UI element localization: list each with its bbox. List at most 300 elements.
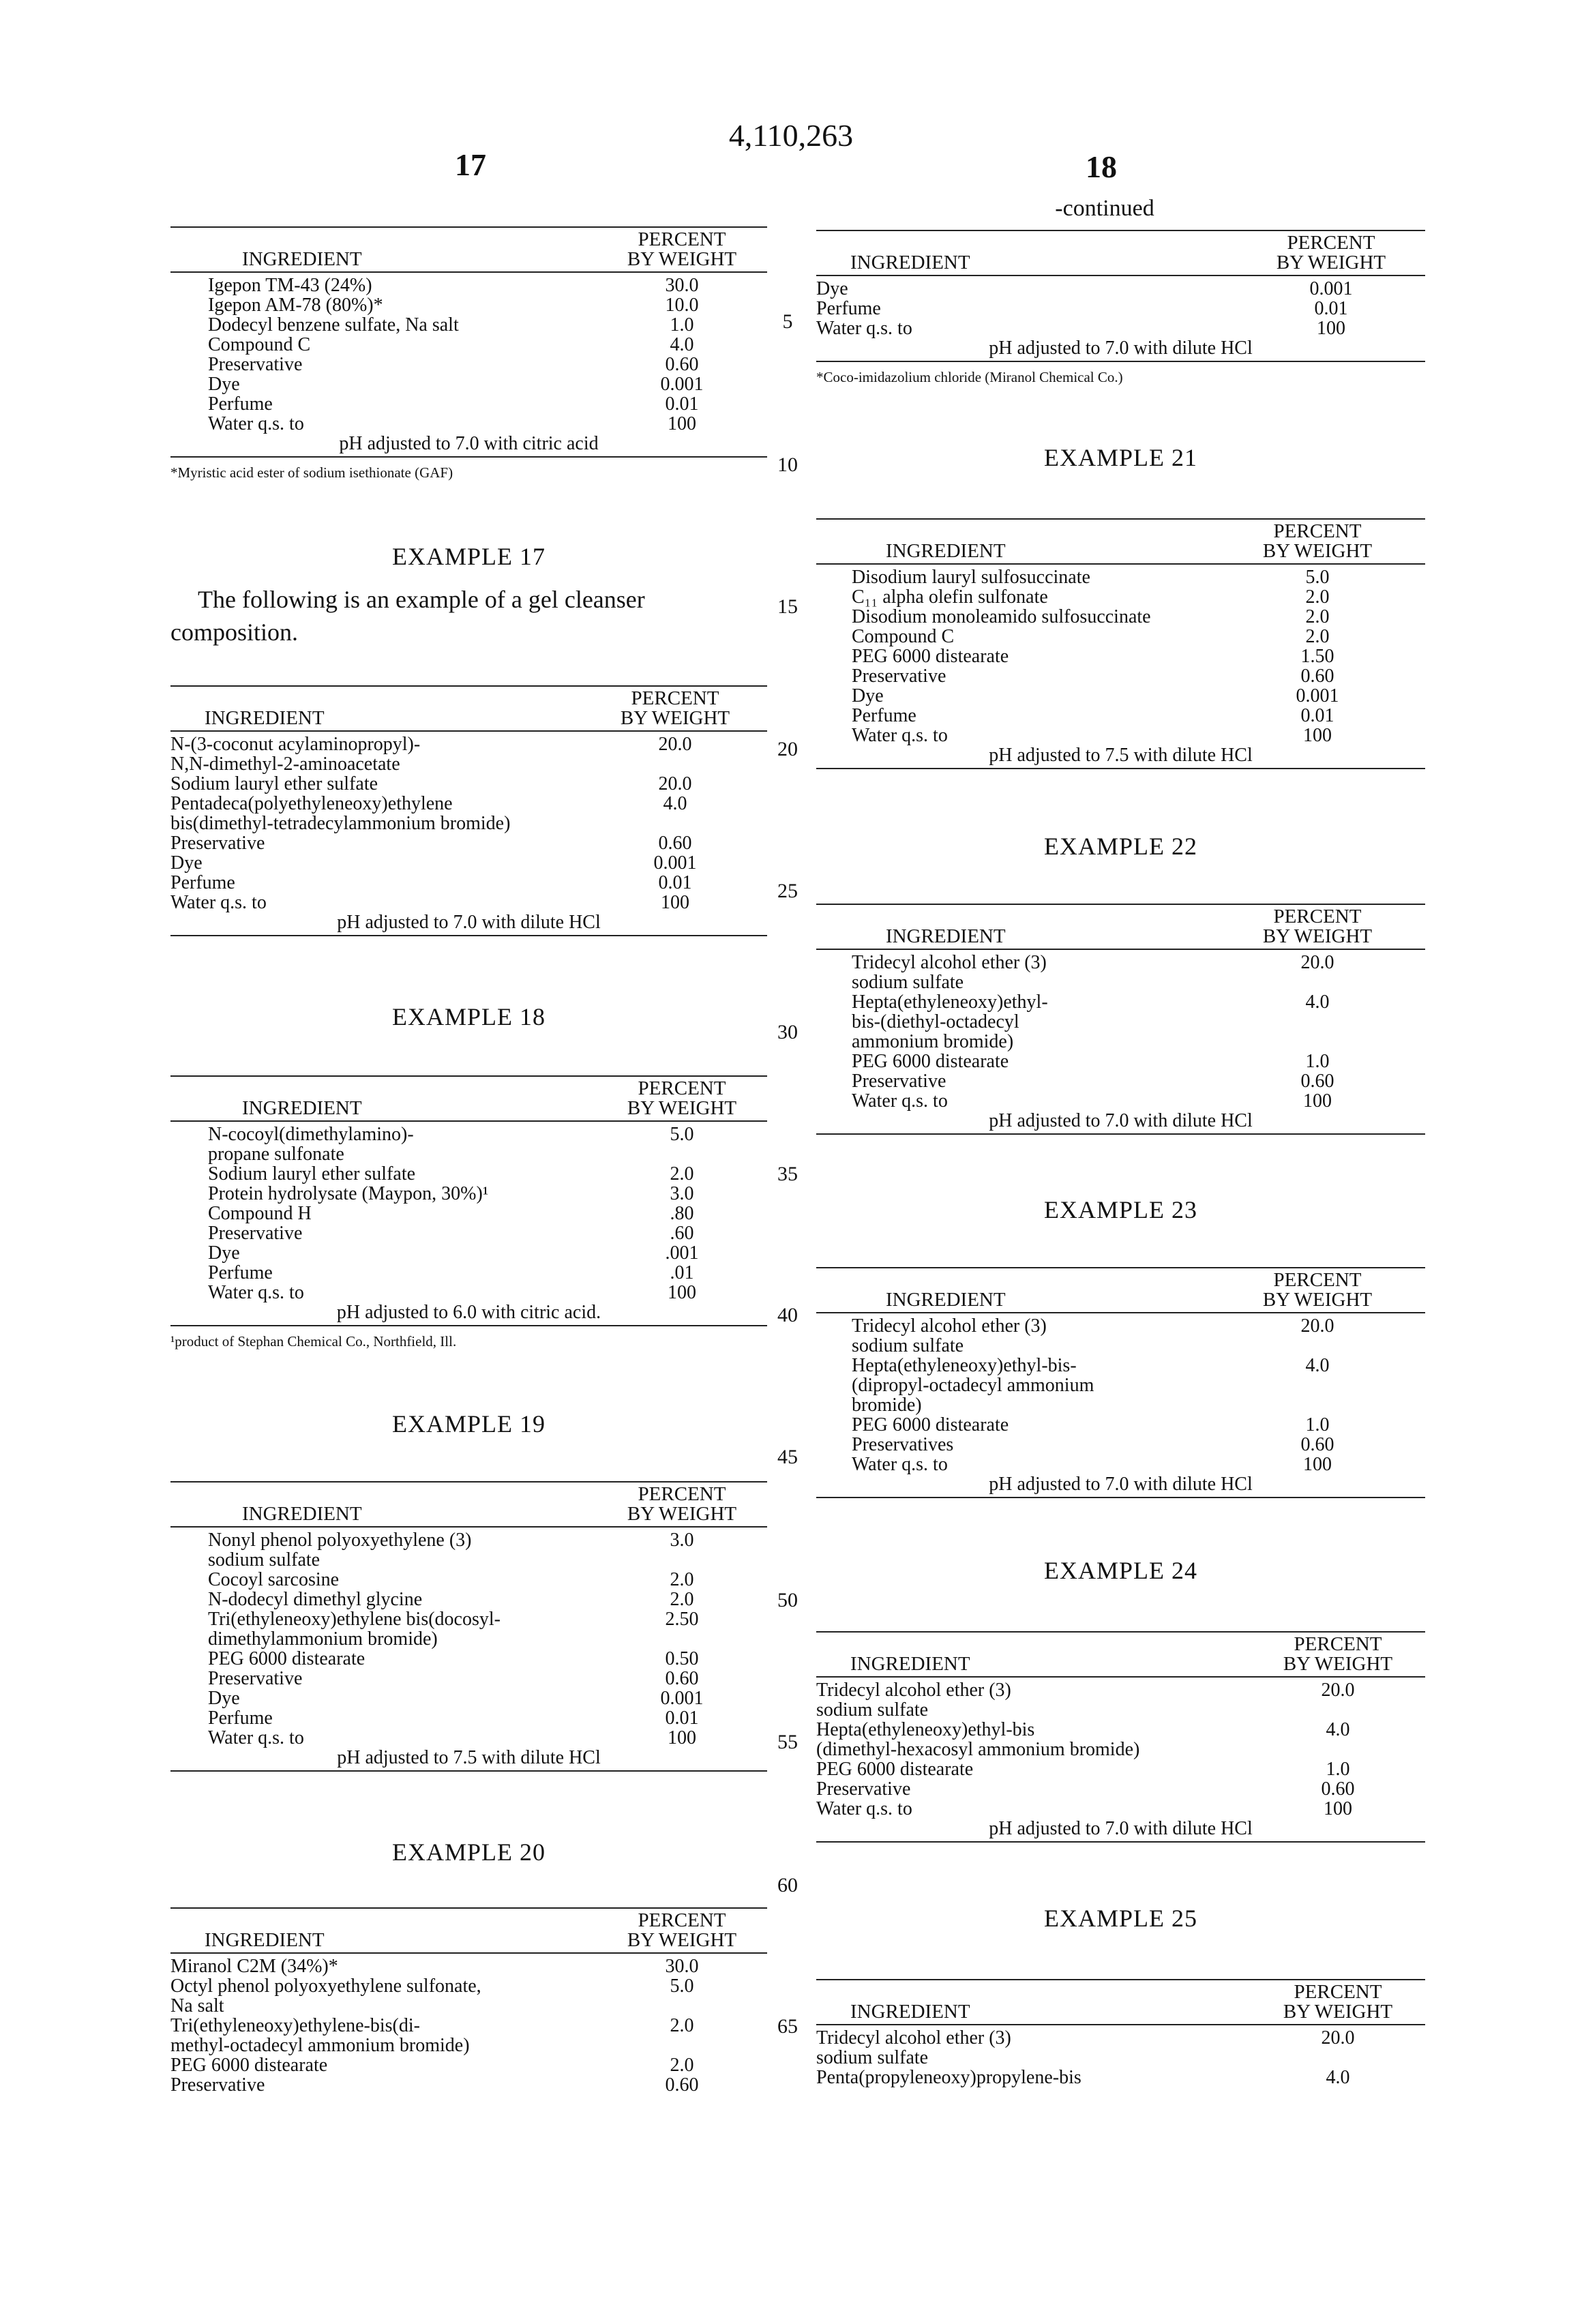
table-row [170, 1124, 767, 1164]
ph-note: pH adjusted to 7.0 with dilute HCl [989, 338, 1253, 359]
table-row [170, 1649, 767, 1669]
table-bottom-rule [816, 1841, 1425, 1843]
example-23-table [816, 1267, 1425, 1498]
column-header-ingredient: INGREDIENT [205, 707, 325, 729]
column-header-percent-line2: BY WEIGHT [1283, 1653, 1393, 1675]
ingredient-name: Pentadeca(polyethyleneoxy)ethylene bis(dimethyl-tetradecylammonium bromide) [170, 793, 511, 834]
line-number: 60 [777, 1874, 798, 1896]
table-bottom-rule [170, 1325, 767, 1326]
example-23-title: EXAMPLE 23 [1044, 1196, 1197, 1223]
table-body [170, 1528, 767, 1770]
table-row [170, 1204, 767, 1223]
table-body [816, 565, 1425, 768]
table-row [816, 686, 1425, 706]
table-row [816, 1435, 1425, 1455]
ingredient-percent: 20.0 [658, 773, 692, 794]
ingredient-name: Perfume [208, 1262, 273, 1283]
table-bottom-rule [170, 456, 767, 458]
table-row [170, 394, 767, 414]
ingredient-name: Sodium lauryl ether sulfate [170, 773, 378, 794]
ingredient-name: Tri(ethyleneoxy)ethylene-bis(di- methyl-octadecyl ammonium bromide) [170, 2015, 470, 2056]
table-row [816, 953, 1425, 992]
ingredient-percent: 0.001 [1296, 685, 1339, 706]
table-row [170, 1590, 767, 1609]
table-body [170, 1954, 767, 2096]
column-header-percent-line1: PERCENT [638, 228, 726, 250]
column-header-percent-line1: PERCENT [1287, 232, 1375, 254]
ingredient-name: Water q.s. to [208, 413, 304, 434]
ingredient-name: Preservative [852, 666, 946, 687]
column-header-percent-line2: BY WEIGHT [627, 1097, 737, 1119]
ingredient-percent: 100 [1303, 1090, 1332, 1112]
ingredient-percent: 20.0 [1321, 1680, 1355, 1701]
line-number: 65 [777, 2015, 798, 2038]
ingredient-name: Hepta(ethyleneoxy)ethyl- bis-(diethyl-octadecyl ammonium bromide) [852, 992, 1048, 1052]
line-number: 25 [777, 880, 798, 902]
table-row [170, 1708, 767, 1728]
continued-label: -continued [1055, 196, 1154, 221]
table-bottom-rule [816, 1497, 1425, 1498]
column-header-percent-line1: PERCENT [1294, 1981, 1382, 2003]
ingredient-name: Tridecyl alcohol ether (3) sodium sulfate [816, 1680, 1011, 1720]
ingredient-name: PEG 6000 distearate [170, 2055, 328, 2076]
ingredient-percent: 30.0 [665, 1956, 699, 1977]
table-header [170, 1483, 767, 1526]
ingredient-percent: .01 [670, 1262, 694, 1283]
ingredient-name: Dye [208, 374, 240, 395]
table-row [170, 833, 767, 853]
page-number-left: 17 [455, 147, 486, 182]
line-number: 10 [777, 453, 798, 476]
ingredient-percent: 30.0 [665, 275, 699, 296]
column-header-percent-line1: PERCENT [638, 1077, 726, 1099]
column-header-percent-line2: BY WEIGHT [1283, 2001, 1393, 2023]
table-row [170, 2075, 767, 2095]
table-row [816, 1720, 1425, 1759]
ingredient-percent: 0.60 [658, 833, 692, 854]
table-body [170, 1122, 767, 1325]
table-row [816, 1356, 1425, 1415]
example-25-title: EXAMPLE 25 [1044, 1905, 1197, 1932]
ingredient-name: N-(3-coconut acylaminopropyl)- N,N-dimethyl-2-aminoacetate [170, 734, 421, 775]
example-24-table [816, 1631, 1425, 1843]
ingredient-name: Disodium lauryl sulfosuccinate [852, 567, 1090, 588]
ingredient-name: Compound C [852, 626, 955, 647]
ingredient-name: Preservative [852, 1071, 946, 1092]
line-number: 15 [777, 595, 798, 618]
ingredient-percent: .60 [670, 1223, 694, 1244]
column-header-percent-line2: BY WEIGHT [627, 248, 737, 270]
table-row [170, 1243, 767, 1263]
table-row [170, 1164, 767, 1184]
table-row [816, 279, 1425, 299]
ingredient-percent: 0.001 [660, 374, 704, 395]
ph-note: pH adjusted to 7.5 with dilute HCl [989, 745, 1253, 766]
ingredient-name: Tridecyl alcohol ether (3) sodium sulfate [816, 2027, 1011, 2068]
ph-note: pH adjusted to 6.0 with citric acid. [336, 1302, 601, 1323]
ingredient-percent: 2.0 [670, 2055, 694, 2076]
column-header-percent-line2: BY WEIGHT [1262, 925, 1373, 947]
ingredient-name: Water q.s. to [208, 1727, 304, 1748]
example-18-title: EXAMPLE 18 [392, 1003, 546, 1030]
table-row [816, 666, 1425, 686]
column-header-percent-line1: PERCENT [1294, 1633, 1382, 1655]
column-header-percent [1256, 1635, 1420, 1674]
ingredient-percent: 0.60 [1300, 1434, 1334, 1455]
column-header-percent-line1: PERCENT [638, 1909, 726, 1931]
table-body [816, 1678, 1425, 1841]
ingredient-percent: 5.0 [670, 1124, 694, 1145]
ingredient-name: Hepta(ethyleneoxy)ethyl-bis (dimethyl-hexacosyl ammonium bromide) [816, 1719, 1140, 1760]
ingredient-name: PEG 6000 distearate [852, 646, 1009, 667]
ingredient-percent: 100 [668, 413, 696, 434]
ingredient-percent: 5.0 [670, 1976, 694, 1997]
column-header-ingredient: INGREDIENT [242, 248, 362, 270]
column-header-percent [593, 689, 757, 728]
ingredient-percent: 20.0 [1300, 952, 1334, 973]
column-header-percent-line1: PERCENT [638, 1483, 726, 1505]
ingredient-name: Igepon TM-43 (24%) [208, 275, 372, 296]
ingredient-name: Cocoyl sarcosine [208, 1569, 340, 1590]
table-row [170, 893, 767, 912]
ingredient-name: Water q.s. to [816, 1798, 912, 1819]
ingredient-name: Tridecyl alcohol ether (3) sodium sulfate [852, 952, 1047, 993]
ingredient-percent: 2.0 [1305, 606, 1330, 627]
table-row [816, 1071, 1425, 1091]
ingredient-name: PEG 6000 distearate [816, 1759, 974, 1780]
column-header-percent [1256, 1982, 1420, 2022]
table-row [170, 1283, 767, 1302]
ingredient-percent: 4.0 [1326, 1719, 1350, 1740]
example-21-table [816, 518, 1425, 769]
example-17-table [170, 685, 767, 936]
ingredient-percent: 4.0 [1305, 1355, 1330, 1376]
ingredient-name: Perfume [170, 872, 235, 893]
ingredient-name: C₁₁ alpha olefin sulfonate [852, 586, 1048, 608]
ingredient-percent: 0.60 [665, 2074, 699, 2096]
table-row [816, 1052, 1425, 1071]
table-body [816, 2025, 1425, 2089]
table-body [816, 950, 1425, 1133]
column-header-percent-line1: PERCENT [1273, 520, 1362, 542]
table-row [170, 734, 767, 774]
example-17-paragraph: The following is an example of a gel cleanser composition. [170, 586, 645, 646]
table-row [816, 1415, 1425, 1435]
column-header-percent-line2: BY WEIGHT [1262, 1289, 1373, 1311]
column-header-ingredient: INGREDIENT [850, 1653, 970, 1675]
table-header [170, 1077, 767, 1120]
column-header-ingredient: INGREDIENT [242, 1503, 362, 1525]
ingredient-name: Dye [208, 1242, 240, 1264]
table-header [816, 231, 1425, 275]
column-header-percent [1236, 1270, 1399, 1310]
ingredient-percent: 0.60 [1300, 666, 1334, 687]
table-header [170, 1909, 767, 1952]
table-row [816, 318, 1425, 338]
table-row [170, 1669, 767, 1688]
table-row [816, 627, 1425, 646]
table-row [170, 355, 767, 374]
table-row [170, 794, 767, 833]
ingredient-percent: 1.0 [1305, 1051, 1330, 1072]
ingredient-name: Preservative [208, 1223, 303, 1244]
line-number: 5 [782, 310, 793, 333]
column-header-percent [1236, 907, 1399, 947]
table-footnote: ¹product of Stephan Chemical Co., Northfield, Ill. [170, 1333, 457, 1350]
table-header [816, 520, 1425, 563]
table-row [816, 1799, 1425, 1819]
column-header-ingredient: INGREDIENT [886, 925, 1006, 947]
ingredient-percent: 0.001 [1309, 278, 1353, 299]
table-row [816, 607, 1425, 627]
table-bottom-rule [816, 1133, 1425, 1135]
ph-note: pH adjusted to 7.0 with citric acid [339, 433, 599, 454]
ingredient-percent: 100 [1317, 318, 1345, 339]
column-header-percent-line1: PERCENT [1273, 1269, 1362, 1291]
ingredient-percent: 5.0 [1305, 567, 1330, 588]
ingredient-percent: 100 [1303, 1454, 1332, 1475]
table-row [170, 335, 767, 355]
column-header-ingredient: INGREDIENT [205, 1929, 325, 1951]
ingredient-name: Protein hydrolysate (Maypon, 30%)¹ [208, 1183, 489, 1204]
table-row [170, 2016, 767, 2055]
ingredient-name: Water q.s. to [852, 1454, 948, 1475]
ingredient-percent: 4.0 [663, 793, 687, 814]
ingredient-percent: 3.0 [670, 1183, 694, 1204]
ingredient-percent: 0.01 [1300, 705, 1334, 726]
table-row [816, 992, 1425, 1052]
example-19-title: EXAMPLE 19 [392, 1410, 546, 1437]
column-header-percent [1249, 233, 1413, 273]
ingredient-name: Octyl phenol polyoxyethylene sulfonate, Na salt [170, 1976, 481, 2016]
ingredient-percent: 20.0 [1321, 2027, 1355, 2049]
ingredient-percent: 0.60 [665, 1668, 699, 1689]
ingredient-percent: 100 [668, 1727, 696, 1748]
ingredient-percent: 4.0 [670, 334, 694, 355]
ingredient-name: N-dodecyl dimethyl glycine [208, 1589, 423, 1610]
table-footnote: *Coco-imidazolium chloride (Miranol Chemical Co.) [816, 369, 1123, 385]
table-row [816, 2028, 1425, 2068]
ingredient-percent: 2.0 [1305, 626, 1330, 647]
ingredient-percent: 1.50 [1300, 646, 1334, 667]
ingredient-name: Nonyl phenol polyoxyethylene (3) sodium sulfate [208, 1530, 472, 1570]
ingredient-name: Tri(ethyleneoxy)ethylene bis(docosyl- dimethylammonium bromide) [208, 1609, 501, 1650]
example-18-table [170, 1075, 767, 1352]
table-row [170, 873, 767, 893]
page-number-right: 18 [1086, 149, 1117, 184]
table-header [170, 228, 767, 271]
column-header-percent-line2: BY WEIGHT [627, 1503, 737, 1525]
ingredient-name: Dye [208, 1688, 240, 1709]
example-17-title: EXAMPLE 17 [392, 543, 546, 570]
column-header-percent-line1: PERCENT [1273, 906, 1362, 927]
ingredient-percent: 4.0 [1326, 2067, 1350, 2088]
line-number: 35 [777, 1163, 798, 1185]
column-header-percent [600, 230, 764, 269]
table-row [170, 1976, 767, 2016]
ingredient-name: Preservative [208, 354, 303, 375]
ingredient-name: Tridecyl alcohol ether (3) sodium sulfate [852, 1315, 1047, 1356]
ingredient-percent: 4.0 [1305, 992, 1330, 1013]
table-row [816, 706, 1425, 726]
ingredient-name: Perfume [852, 705, 916, 726]
line-number: 40 [777, 1304, 798, 1326]
example-22-title: EXAMPLE 22 [1044, 833, 1197, 860]
example-19-table [170, 1481, 767, 1772]
table-row [170, 2055, 767, 2075]
ingredient-table-continued-right [816, 230, 1425, 387]
ingredient-name: Dodecyl benzene sulfate, Na salt [208, 314, 459, 336]
ingredient-name: N-cocoyl(dimethylamino)- propane sulfonate [208, 1124, 414, 1165]
table-body [170, 273, 767, 456]
example-24-title: EXAMPLE 24 [1044, 1557, 1197, 1584]
ph-note: pH adjusted to 7.0 with dilute HCl [989, 1818, 1253, 1839]
ingredient-percent: 10.0 [665, 295, 699, 316]
ingredient-percent: .80 [670, 1203, 694, 1224]
ingredient-percent: 100 [661, 892, 689, 913]
table-row [816, 646, 1425, 666]
table-row [170, 1184, 767, 1204]
ingredient-name: Perfume [208, 393, 273, 415]
ingredient-percent: .001 [665, 1242, 699, 1264]
ingredient-name: Dye [170, 852, 203, 874]
ph-note: pH adjusted to 7.0 with dilute HCl [989, 1110, 1253, 1131]
ingredient-percent: 2.0 [670, 2015, 694, 2036]
ingredient-name: PEG 6000 distearate [852, 1051, 1009, 1072]
ph-note: pH adjusted to 7.0 with dilute HCl [989, 1474, 1253, 1495]
table-row [816, 567, 1425, 587]
table-bottom-rule [816, 361, 1425, 362]
ph-note: pH adjusted to 7.0 with dilute HCl [337, 912, 601, 933]
table-row [816, 1316, 1425, 1356]
ingredient-name: Preservatives [852, 1434, 954, 1455]
ingredient-name: Preservative [816, 1778, 911, 1800]
table-row [816, 1759, 1425, 1779]
table-header [170, 687, 767, 730]
ingredient-name: Compound H [208, 1203, 312, 1224]
table-row [816, 587, 1425, 607]
column-header-percent [600, 1911, 764, 1950]
table-bottom-rule [816, 768, 1425, 769]
table-row [816, 1680, 1425, 1720]
table-row [816, 726, 1425, 745]
ingredient-name: Miranol C2M (34%)* [170, 1956, 338, 1977]
ingredient-name: Preservative [170, 2074, 265, 2096]
line-number: 50 [777, 1589, 798, 1611]
ingredient-name: Dye [852, 685, 884, 706]
table-row [170, 315, 767, 335]
example-20-table [170, 1907, 767, 2096]
table-row [816, 1779, 1425, 1799]
table-header [816, 1980, 1425, 2024]
ingredient-name: PEG 6000 distearate [852, 1414, 1009, 1435]
column-header-ingredient: INGREDIENT [242, 1097, 362, 1119]
line-number: 30 [777, 1021, 798, 1043]
example-20-title: EXAMPLE 20 [392, 1838, 546, 1866]
ingredient-percent: 100 [1324, 1798, 1352, 1819]
ingredient-percent: 20.0 [658, 734, 692, 755]
table-bottom-rule [170, 935, 767, 936]
table-body [816, 276, 1425, 361]
line-number: 20 [777, 738, 798, 760]
patent-number: 4,110,263 [728, 118, 854, 153]
column-header-percent [600, 1485, 764, 1524]
ingredient-percent: 0.50 [665, 1648, 699, 1669]
table-header [816, 1633, 1425, 1676]
table-row [170, 295, 767, 315]
table-row [170, 1530, 767, 1570]
ingredient-percent: 0.60 [665, 354, 699, 375]
table-row [816, 299, 1425, 318]
ingredient-percent: 0.01 [665, 1708, 699, 1729]
ingredient-percent: 1.0 [670, 314, 694, 336]
table-row [170, 1728, 767, 1748]
table-row [170, 1570, 767, 1590]
table-row [170, 414, 767, 434]
ingredient-name: Preservative [170, 833, 265, 854]
table-row [170, 1609, 767, 1649]
column-header-percent-line2: BY WEIGHT [1262, 540, 1373, 562]
ingredient-percent: 0.01 [665, 393, 699, 415]
ingredient-percent: 2.0 [670, 1589, 694, 1610]
ingredient-percent: 0.01 [1314, 298, 1348, 319]
ingredient-name: Perfume [208, 1708, 273, 1729]
table-row [170, 1956, 767, 1976]
ingredient-percent: 100 [668, 1282, 696, 1303]
ingredient-percent: 2.0 [670, 1163, 694, 1185]
ingredient-name: Penta(propyleneoxy)propylene-bis [816, 2067, 1081, 2088]
example-21-title: EXAMPLE 21 [1044, 444, 1197, 471]
ingredient-percent: 1.0 [1326, 1759, 1350, 1780]
table-row [170, 853, 767, 873]
ingredient-name: Igepon AM-78 (80%)* [208, 295, 383, 316]
ingredient-percent: 2.0 [1305, 586, 1330, 608]
column-header-ingredient: INGREDIENT [886, 1289, 1006, 1311]
ingredient-name: Compound C [208, 334, 311, 355]
ingredient-name: Disodium monoleamido sulfosuccinate [852, 606, 1151, 627]
table-body [816, 1313, 1425, 1497]
column-header-ingredient: INGREDIENT [850, 252, 970, 273]
ingredient-percent: 1.0 [1305, 1414, 1330, 1435]
table-row [816, 1455, 1425, 1474]
table-body [170, 732, 767, 935]
table-row [170, 275, 767, 295]
ingredient-percent: 100 [1303, 725, 1332, 746]
ingredient-name: Hepta(ethyleneoxy)ethyl-bis- (dipropyl-octadecyl ammonium bromide) [852, 1355, 1094, 1416]
table-row [170, 774, 767, 794]
table-footnote: *Myristic acid ester of sodium isethionate (GAF) [170, 464, 453, 481]
ingredient-name: Water q.s. to [852, 725, 948, 746]
column-header-percent-line2: BY WEIGHT [1276, 252, 1386, 273]
column-header-percent [600, 1079, 764, 1118]
ingredient-percent: 20.0 [1300, 1315, 1334, 1337]
ingredient-name: Preservative [208, 1668, 303, 1689]
example-25-table [816, 1979, 1425, 2089]
ingredient-percent: 0.001 [653, 852, 697, 874]
ingredient-percent: 0.60 [1321, 1778, 1355, 1800]
example-22-table [816, 904, 1425, 1135]
column-header-ingredient: INGREDIENT [886, 540, 1006, 562]
ingredient-name: Perfume [816, 298, 881, 319]
ingredient-name: Water q.s. to [208, 1282, 304, 1303]
table-row [816, 2068, 1425, 2087]
table-header [816, 905, 1425, 949]
column-header-percent [1236, 522, 1399, 561]
table-row [170, 1223, 767, 1243]
table-row [170, 1263, 767, 1283]
ingredient-percent: 0.60 [1300, 1071, 1334, 1092]
column-header-percent-line2: BY WEIGHT [620, 707, 730, 729]
